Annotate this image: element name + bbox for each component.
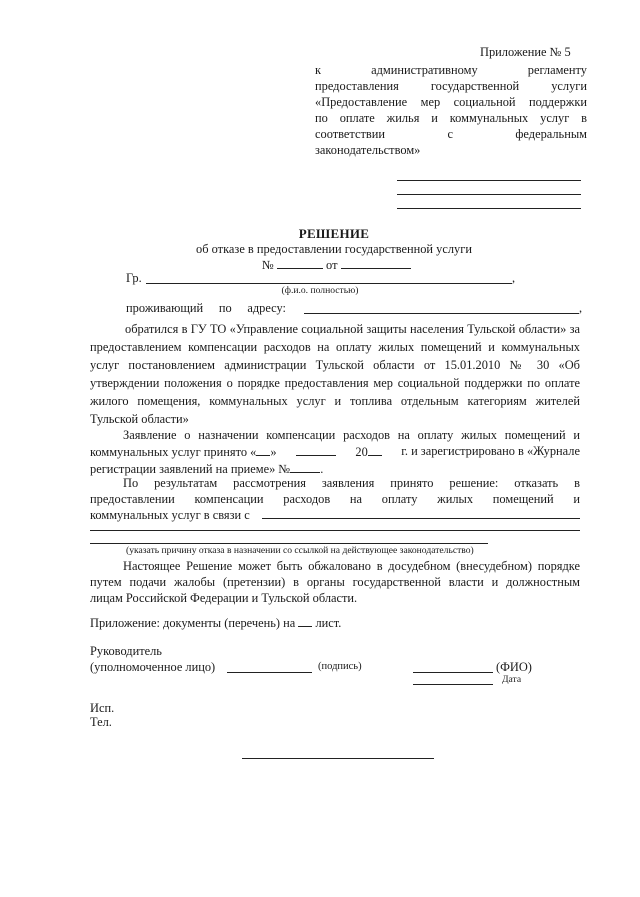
address-field[interactable] <box>304 313 579 314</box>
main-paragraph <box>90 320 580 428</box>
address-label-word: адресу: <box>247 301 286 315</box>
appeal-line: лицам Российской Федерации и Тульской области. <box>90 591 358 605</box>
appendix-number: Приложение № 5 <box>480 45 571 59</box>
date-caption: Дата <box>502 674 522 685</box>
appendix-line: предоставления государственной услуги <box>315 79 587 93</box>
address-comma: , <box>579 301 583 315</box>
paragraph-line: жилого помещения, коммунальных услуг и топлива отдельным категориям жителей <box>90 394 580 408</box>
appendix-line: по оплате жилья и коммунальных услуг в <box>315 111 587 125</box>
attachment-count-field[interactable] <box>298 614 312 627</box>
decision-date-field[interactable] <box>341 256 411 269</box>
registered-label: г. и зарегистрировано в «Журнале <box>401 444 580 458</box>
bottom-line <box>242 758 434 759</box>
attachment-suffix: лист. <box>315 616 342 630</box>
attachment-line <box>90 614 490 631</box>
reason-field[interactable] <box>90 530 580 531</box>
recipient-line[interactable] <box>397 208 581 209</box>
signature-field[interactable] <box>227 672 312 673</box>
period: . <box>320 462 324 476</box>
accepted-day-field[interactable] <box>256 443 270 456</box>
citizen-fio-field[interactable] <box>146 283 512 284</box>
result-line: По результатам рассмотрения заявления принято решение: отказать в <box>123 476 580 490</box>
address-label <box>126 300 286 316</box>
from-label: от <box>326 258 338 272</box>
number-line <box>262 256 422 273</box>
address-label-word: проживающий <box>126 301 204 315</box>
head-label: Руководитель <box>90 644 162 658</box>
phone-label: Тел. <box>90 715 112 729</box>
document-subtitle: об отказе в предоставлении государственной услуги <box>196 242 472 256</box>
appeal-line: путем подачи жалобы (претензии) в органы государственной власти и должностным <box>90 575 580 589</box>
executor-label: Исп. <box>90 701 115 715</box>
paragraph-line: Тульской области» <box>90 412 189 426</box>
application-paragraph <box>90 427 580 477</box>
appendix-line: соответствии с федеральным <box>315 127 587 141</box>
signature-caption: (подпись) <box>318 661 362 672</box>
citizen-comma: , <box>512 271 516 285</box>
paragraph-line: утверждении положения о порядке предоставления мер социальной поддержки по оплате <box>90 376 580 390</box>
reason-field[interactable] <box>262 518 580 519</box>
paragraph-line: услуг постановлением администрации Тульской области от 15.01.2010 № 30 «Об <box>90 358 580 372</box>
decision-number-field[interactable] <box>277 256 323 269</box>
paragraph-line: обратился в ГУ ТО «Управление социальной защиты населения Тульской области» за <box>125 322 580 336</box>
citizen-prefix: Гр. <box>126 271 142 285</box>
accepted-month-field[interactable] <box>296 443 336 456</box>
paragraph-line: предоставлением компенсации расходов на оплату жилых помещений и коммунальных <box>90 340 580 354</box>
result-paragraph <box>90 475 580 523</box>
appendix-line: законодательством» <box>315 143 421 157</box>
appendix-line: «Предоставление мер социальной поддержки <box>315 95 587 109</box>
journal-number-field[interactable] <box>290 460 320 473</box>
result-line <box>90 507 580 523</box>
recipient-line[interactable] <box>397 180 581 181</box>
application-line: Заявление о назначении компенсации расходов на оплату жилых помещений и <box>123 428 580 442</box>
application-line <box>90 443 580 460</box>
appendix-line: к административному регламенту <box>315 63 587 77</box>
quote-close: » <box>270 445 277 459</box>
document-title: РЕШЕНИЕ <box>298 226 370 241</box>
accepted-year-field[interactable] <box>368 443 382 456</box>
date-field[interactable] <box>413 684 493 685</box>
year-prefix: 20 <box>355 445 368 459</box>
accepted-label: коммунальных услуг принято « <box>90 445 257 459</box>
authorized-label: (уполномоченное лицо) <box>90 660 216 674</box>
reason-label: коммунальных услуг в связи с <box>90 508 250 522</box>
reason-caption: (указать причину отказа в назначении со ссылкой на действующее законодательство) <box>126 545 474 556</box>
fio-label: (ФИО) <box>496 660 532 674</box>
reason-field[interactable] <box>90 543 488 544</box>
journal-label: регистрации заявлений на приеме» № <box>90 462 291 476</box>
result-line: предоставлении компенсации расходов на оплату жилых помещений и <box>90 492 580 506</box>
number-label: № <box>262 258 274 272</box>
fio-caption: (ф.и.о. полностью) <box>281 285 359 296</box>
fio-field[interactable] <box>413 672 493 673</box>
appeal-paragraph <box>90 558 580 606</box>
appendix-block <box>315 62 587 158</box>
recipient-line[interactable] <box>397 194 581 195</box>
address-label-word: по <box>218 301 232 315</box>
appeal-line: Настоящее Решение может быть обжаловано в досудебном (внесудебном) порядке <box>123 559 580 573</box>
attachment-label: Приложение: документы (перечень) на <box>90 616 296 630</box>
